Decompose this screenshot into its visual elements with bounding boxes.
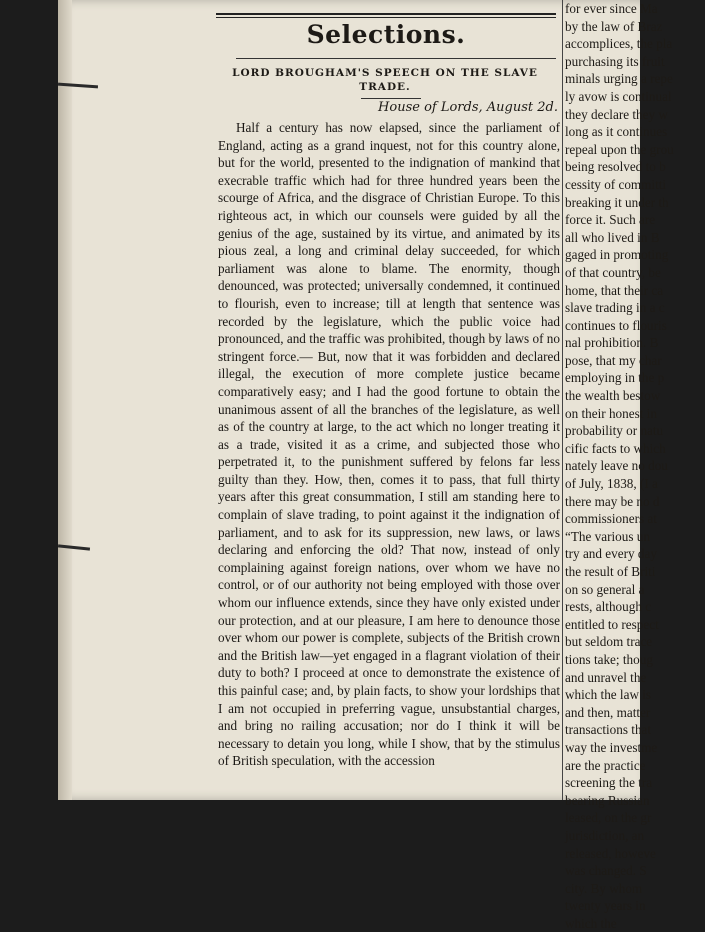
right-column-line: slave trading in a c: [565, 300, 665, 316]
right-column-line: tions take; thoug: [565, 651, 653, 667]
right-column-line: which the law is: [565, 687, 652, 703]
right-column-line: by the law of Braz: [565, 18, 663, 34]
newspaper-page: [58, 0, 674, 931]
right-column-line: nately leave no dou: [565, 458, 668, 474]
right-column-line: of July, 1838, (I a: [565, 476, 658, 492]
right-column-line: of that country, be: [565, 264, 661, 280]
right-column-line: employing in the p: [565, 370, 665, 386]
right-column-line: commissioners at: [565, 511, 657, 527]
right-column-line: purchasing its fruit: [565, 53, 665, 69]
right-column-line: nal prohibition. B: [565, 335, 659, 351]
right-column-line: the wealth bestow: [565, 388, 661, 404]
right-column-line: city. By whom: [565, 880, 643, 896]
right-column-line: repeal upon the grou: [565, 141, 674, 157]
right-column-line: “The various un: [565, 528, 650, 544]
right-column-line: are the practice: [565, 757, 646, 773]
right-column-line: being resolved to b: [565, 159, 666, 175]
section-title: Selections.: [306, 20, 466, 49]
right-column-line: but seldom trace: [565, 634, 653, 650]
right-column-line: which the: [565, 915, 617, 931]
top-rule: [216, 17, 556, 18]
right-column-line: cessity of committi: [565, 176, 667, 192]
right-column-line: twenty years in: [565, 898, 646, 914]
left-column: [146, 0, 558, 800]
right-column-line: and then, matter: [565, 704, 651, 720]
right-column-line: long as it continues: [565, 124, 668, 140]
right-column-line: on so general a: [565, 581, 645, 597]
right-column-line: bearing Russian: [565, 792, 650, 808]
page-tear: [58, 544, 90, 550]
right-column-line: released, howeve: [565, 845, 656, 861]
page-tear: [58, 83, 98, 89]
title-rule: [236, 58, 556, 59]
right-column-line: was changed. S: [565, 863, 647, 879]
right-column-line: ly avow is continual: [565, 88, 672, 104]
right-column-line: rests, although c: [565, 599, 652, 615]
right-column-line: on their honest in: [565, 405, 657, 421]
right-column-line: breaking it under th: [565, 194, 669, 210]
right-column-line: transactions that: [565, 722, 652, 738]
right-column-line: there may be no d: [565, 493, 660, 509]
right-column-line: entitled to respect: [565, 616, 659, 632]
right-column-line: jurisdiction, an: [565, 827, 645, 843]
right-column-line: screening the tra: [565, 775, 653, 791]
right-column-line: continues to flouris: [565, 317, 667, 333]
article-headline: LORD BROUGHAM'S SPEECH ON THE SLAVE TRADE.: [232, 67, 538, 93]
right-column-line: pose, that my char: [565, 352, 662, 368]
right-column-line: for ever since Ma: [565, 1, 658, 16]
right-column-line: minals urging a repe: [565, 71, 673, 87]
article-body: Half a century has now elapsed, since the parliament of England, acting as a grand inquest, not for this country alone, but for the world, presented to the indignation of mankind that execrable traffic which had for three hundred years been the scourge of Africa, and the disgrace of Christian Europe. To this righteous act, in which our counsels were guided by all the genius of the age, sustained by its virtue, and animated by its pious zeal, a long and criminal delay succeeded, for which parliament was alone to blame. The enormity, though denounced, was protected; universally condemned, it continued to flourish, even to increase; till at length that sentence was recorded by the legislature, which the public voice had pronounced, and the traffic was prohibited, though by laws of no stringent force.— But, now that it was forbidden and declared illegal, the execution of more complete justice became comparatively easy; and I had the good fortune to obtain the unanimous assent of all the branches of the legislature, as well as of the country at large, to the act which no longer treating it as a trade, visited it as a crime, and subjected those who perpetrated it, to the punishment suffered by felons far less guilty than they. How, then, comes it to pass, that full thirty years after this great consummation, I still am standing here to complain of slave trading, to point against it the indignation of parliament, and to ask for its suppression, new laws, or laws declaring and enforcing the old? That now, instead of only complaining against foreign nations, over whom we have no control, or of our authority not being employed with those over whom our influence extends, since they have only existed under our protection, and at our pleasure, I am here to denounce those over whom our power is complete, subjects of the British crown and the British law—yet engaged in a flagrant violation of their duty to both? I proceed at once to demonstrate the existence of this painful case; and, by plain facts, to show your lordships that I am not occupied in preferring vague, unsubstantial charges, and bring no railing accusation; nor do I think it will be necessary to detain you long, while I show, that by the stimulus of British speculation, with the accession: [218, 120, 560, 769]
right-column-line: leased, on the gr: [565, 810, 652, 826]
right-column-line: force it. Such are: [565, 212, 656, 228]
headline-rule: [361, 98, 421, 99]
right-column-line: home, that their ca: [565, 282, 664, 298]
right-column-line: try and every day: [565, 546, 657, 562]
right-column-line: and unravel the: [565, 669, 647, 685]
right-column: [565, 0, 705, 931]
right-column-line: they declare they w: [565, 106, 668, 122]
article-dateline: House of Lords, August 2d.: [378, 100, 558, 115]
right-column-line: gaged in promoting: [565, 247, 669, 263]
right-column-line: accomplices, the pla: [565, 36, 673, 52]
right-column-line: the result of Briti: [565, 564, 656, 579]
right-column-line: probability or natu: [565, 423, 664, 439]
column-rule: [562, 0, 563, 800]
top-rule: [216, 13, 556, 15]
right-column-line: cific facts to which: [565, 440, 666, 456]
right-column-line: all who lived in B: [565, 229, 660, 245]
right-column-line: way the investme: [565, 739, 658, 755]
